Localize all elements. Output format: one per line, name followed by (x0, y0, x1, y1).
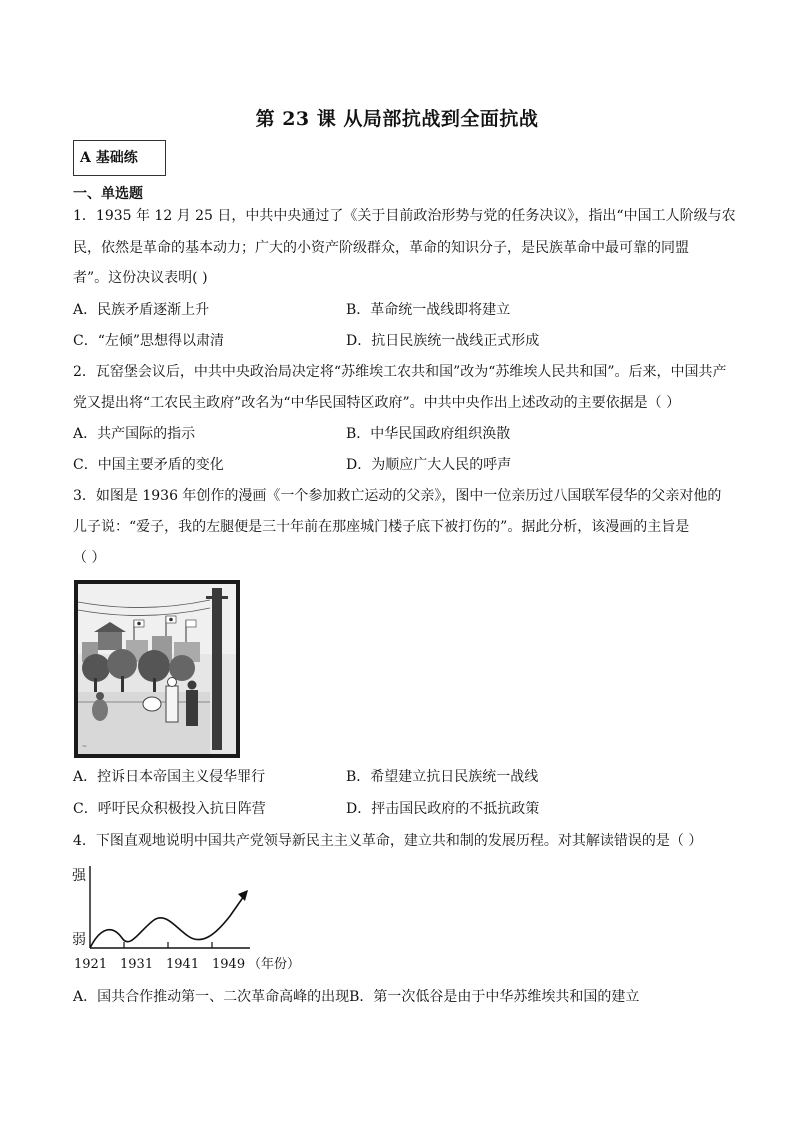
q1-line-1: 1．1935 年 12 月 25 日，中共中央通过了《关于目前政治形势与党的任务决议》，指出“中国工人阶级与农 (73, 208, 736, 224)
q1-option-b[interactable]: B．革命统一战线即将建立 (346, 302, 511, 318)
q3-option-b[interactable]: B．希望建立抗日民族统一战线 (346, 769, 539, 785)
q1-line-3: 者”。这份决议表明( ) (73, 270, 208, 286)
graph-y-top-label: 强 (72, 868, 86, 884)
q3-line-3: （ ） (73, 550, 106, 566)
q1-line-2: 民，依然是革命的基本动力；广大的小资产阶级群众，革命的知识分子，是民族革命中最可靠的同盟 (73, 240, 689, 256)
graph-y-bottom-label: 弱 (72, 932, 86, 948)
q2-line-1: 2．瓦窑堡会议后，中共中央政治局决定将“苏维埃工农共和国”改为“苏维埃人民共和国”。后来，中国共产 (73, 364, 727, 380)
q2-line-2: 党又提出将“工农民主政府”改名为“中华民国特区政府”。中共中央作出上述改动的主要依据是（ ） (73, 395, 681, 411)
section-heading: 一、单选题 (73, 186, 143, 202)
graph-x-label-1921: 1921 (74, 957, 108, 972)
graph-x-label-1941: 1941 (166, 957, 200, 972)
page-title: 第 23 课 从局部抗战到全面抗战 (255, 108, 539, 130)
q3-line-2: 儿子说：“爱子，我的左腿便是三十年前在那座城门楼子底下被打伤的”。据此分析，该漫画的主旨是 (73, 519, 690, 535)
q2-option-c[interactable]: C．中国主要矛盾的变化 (73, 457, 224, 473)
section-tag: A 基础练 (80, 150, 138, 166)
q2-option-d[interactable]: D．为顺应广大人民的呼声 (346, 457, 512, 473)
q4-line-1: 4．下图直观地说明中国共产党领导新民主主义革命，建立共和制的发展历程。对其解读错误的是（ ） (73, 833, 703, 849)
q4-options-line[interactable]: A．国共合作推动第一、二次革命高峰的出现B．第一次低谷是由于中华苏维埃共和国的建立 (73, 989, 640, 1005)
q1-option-c[interactable]: C．“左倾”思想得以肃清 (73, 333, 225, 349)
cartoon-image (74, 580, 240, 758)
q3-option-d[interactable]: D．抨击国民政府的不抵抗政策 (346, 801, 540, 817)
q3-line-1: 3．如图是 1936 年创作的漫画《一个参加救亡运动的父亲》，图中一位亲历过八国联军侵华的父亲对他的 (73, 488, 722, 504)
graph-x-unit: （年份） (248, 957, 301, 972)
trend-graph (68, 860, 318, 978)
q2-option-b[interactable]: B．中华民国政府组织涣散 (346, 426, 511, 442)
q1-option-a[interactable]: A．民族矛盾逐渐上升 (73, 302, 210, 318)
q3-option-c[interactable]: C．呼吁民众积极投入抗日阵营 (73, 801, 266, 817)
q3-option-a[interactable]: A．控诉日本帝国主义侵华罪行 (73, 769, 266, 785)
q2-option-a[interactable]: A．共产国际的指示 (73, 426, 196, 442)
svg-text:~: ~ (82, 743, 88, 750)
graph-x-label-1949: 1949 (212, 957, 246, 972)
q1-option-d[interactable]: D．抗日民族统一战线正式形成 (346, 333, 540, 349)
graph-x-label-1931: 1931 (120, 957, 154, 972)
